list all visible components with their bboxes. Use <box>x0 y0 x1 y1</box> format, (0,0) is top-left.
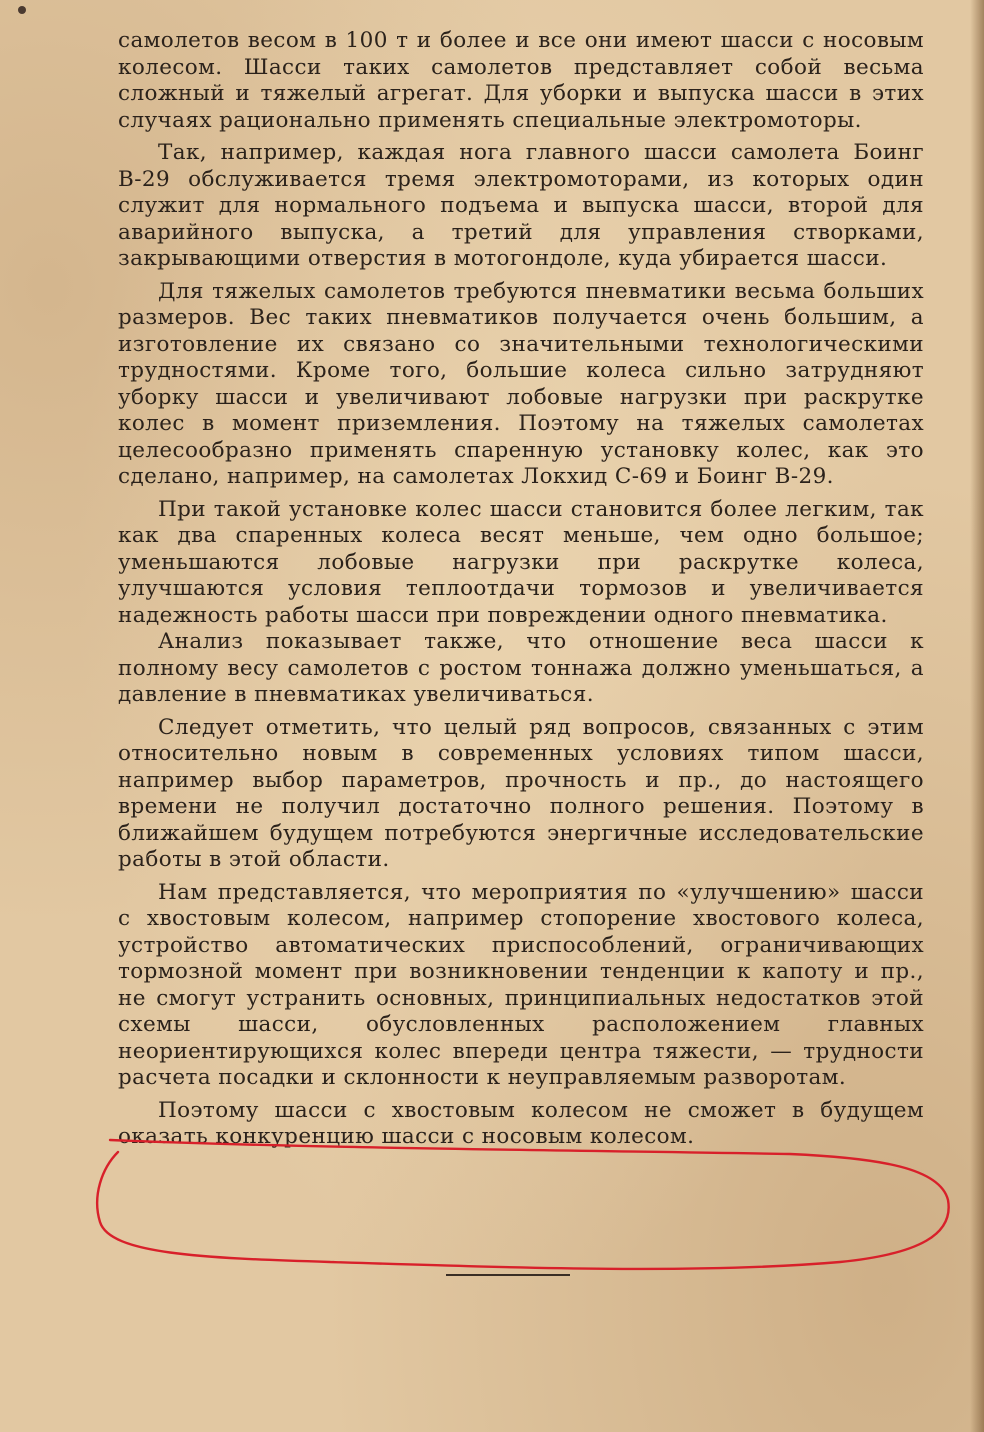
paragraph-4: При такой установке колес шасси становится более легким, так как два спаренных колеса весят меньше, чем одно большое; уменьшаются лобовые нагрузки при раскрутке колеса, улучшаются условия теплоотдачи тормозов и увеличивается надежность работы шасси при повреждении одного пневматика. <box>118 496 924 628</box>
page-edge-shadow <box>970 0 984 1432</box>
paragraph-5: Анализ показывает также, что отношение веса шасси к полному весу самолетов с ростом тоннажа должно уменьшаться, а давление в пневматиках увеличиваться. <box>118 629 924 707</box>
paragraph-6: Следует отметить, что целый ряд вопросов, связанных с этим относительно новым в современных условиях типом шасси, например выбор параметров, прочность и пр., до настоящего времени не получил достаточно полного решения. Поэтому в ближайшем будущем потребуются энергичные исследовательские работы в этой области. <box>118 714 924 872</box>
paragraph-8-conclusion: Поэтому шасси с хвостовым колесом не сможет в будущем оказать конкуренцию шасси с носовым колесом. <box>118 1097 924 1149</box>
paragraph-3: Для тяжелых самолетов требуются пневматики весьма больших размеров. Вес таких пневматиков получается очень большим, а изготовление их связано со значительными технологическими трудностями. Кроме того, большие колеса сильно затрудняют уборку шасси и увеличивают лобовые нагрузки при раскрутке колес в момент приземления. Поэтому на тяжелых самолетах целесообразно применять спаренную установку колес, как это сделано, например, на самолетах Локхид С-69 и Боинг В-29. <box>118 278 924 489</box>
paragraph-7: Нам представляется, что мероприятия по «улучшению» шасси с хвостовым колесом, например стопорение хвостового колеса, устройство автоматических приспособлений, ограничивающих тормозной момент при возникновении тенденции к капоту и пр., не смогут устранить основных, принципиальных недостатков этой схемы шасси, обусловленных расположением главных неориентирующихся колес впереди центра тяжести, — трудности расчета посадки и склонности к неуправляемым разворотам. <box>118 879 924 1090</box>
ink-spot <box>18 6 26 14</box>
page-body <box>118 28 924 1151</box>
paragraph-2: Так, например, каждая нога главного шасси самолета Боинг В-29 обслуживается тремя электромоторами, из которых один служит для нормального подъема и выпуска шасси, второй для аварийного выпуска, а третий для управления створками, закрывающими отверстия в мотогондоле, куда убирается шасси. <box>118 140 924 271</box>
paragraph-1: самолетов весом в 100 т и более и все они имеют шасси с носовым колесом. Шасси таких самолетов представляет собой весьма сложный и тяжелый агрегат. Для уборки и выпуска шасси в этих случаях рационально применять специальные электромоторы. <box>118 28 924 133</box>
end-rule <box>446 1274 570 1276</box>
